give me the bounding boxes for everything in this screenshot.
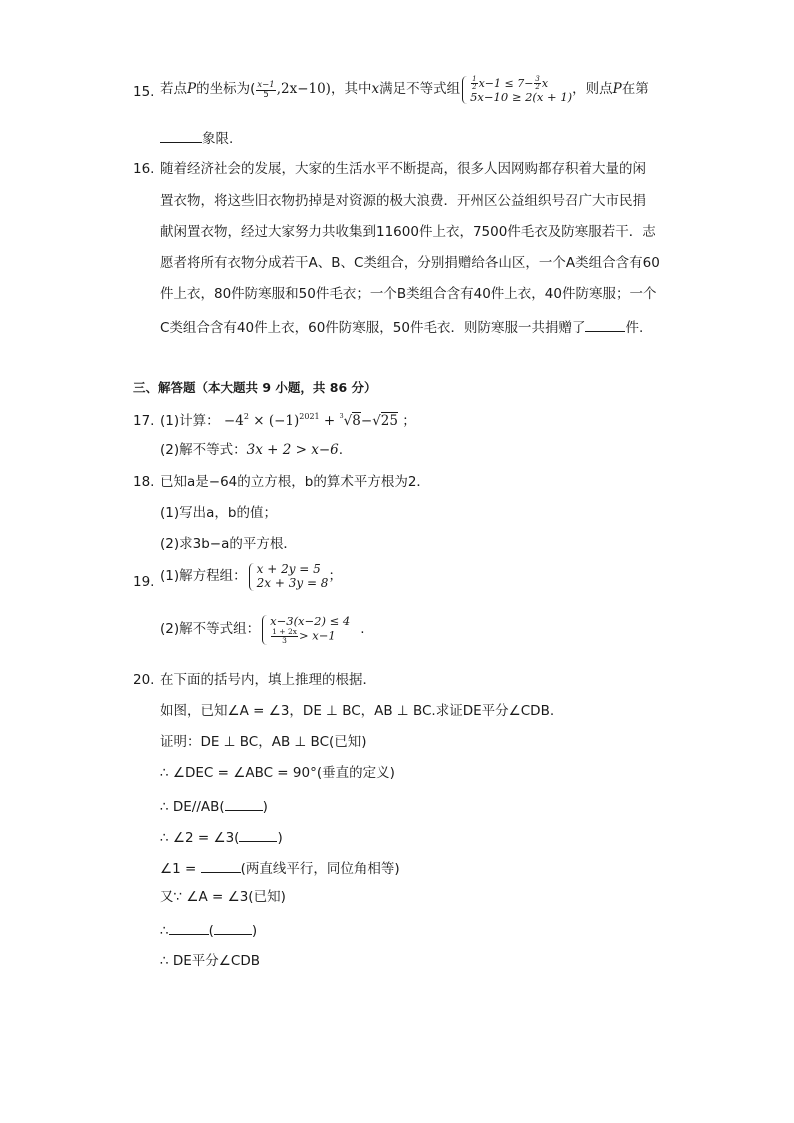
q20-line7: ∠1 = (两直线平行，同位角相等) <box>160 861 400 877</box>
q16-last-text: C类组合含有40件上衣，60件防寒服，50件毛衣．则防寒服一共捐赠了 <box>160 320 586 336</box>
q15-ineq-row2: 5x−10 ≥ 2(x + 1) <box>470 90 573 105</box>
q15-text6: 在第 <box>621 81 649 98</box>
q18-line2: (1)写出a，b的值； <box>160 505 277 521</box>
q15-answer-blank[interactable] <box>160 130 202 143</box>
q16-line6 <box>160 319 643 336</box>
q20-line9: ∴ ( ) <box>160 923 258 939</box>
q20-line6: ∴ ∠2 = ∠3( ) <box>160 830 283 846</box>
q15-inequality-system <box>462 76 572 105</box>
q19-eq1: x + 2y = 5 <box>256 562 321 577</box>
q16-line3: 献闲置衣物，经过大家努力共收集到11600件上衣，7500件毛衣及防寒服若干．志 <box>160 224 656 240</box>
q16-line1: 随着经济社会的发展，大家的生活水平不断提高，很多人因网购都存积着大量的闲 <box>160 161 646 177</box>
q16-last-end: 件. <box>625 320 644 336</box>
q15-text3: ,2x−10)，其中 <box>276 81 372 98</box>
q15-frac-top: x−1 <box>257 79 275 90</box>
q15-text4: 满足不等式组 <box>379 81 461 98</box>
q15-var-x: x <box>371 81 380 98</box>
q19-ineq1: x−3(x−2) ≤ 4 <box>270 614 351 629</box>
q17-p1-label: (1)计算： <box>160 413 220 429</box>
q20-line3: 证明：DE ⊥ BC，AB ⊥ BC(已知) <box>160 734 367 750</box>
q17-p1-expr: $-4^2 \times (-1)^{2021} + ^3√8-√25$ <box>223 412 398 429</box>
q19-inequality-system <box>262 615 350 645</box>
q16-line5: 件上衣，80件防寒服和50件毛衣；一个B类组合含有40件上衣，40件防寒服；一个 <box>160 286 657 302</box>
q15-fraction <box>256 81 275 100</box>
q17-p2-expr: 3x + 2 > x−6 <box>246 442 339 458</box>
q19-number: 19. <box>133 574 155 590</box>
q16-number: 16. <box>133 161 155 177</box>
q16-line4: 愿者将所有衣物分成若干A、B、C类组合，分别捐赠给各山区，一个A类组合含有60 <box>160 255 660 271</box>
q18-number: 18. <box>133 474 155 490</box>
q15-line2 <box>160 130 233 147</box>
q18-line3: (2)求3b−a的平方根． <box>160 536 297 552</box>
q20-number: 20. <box>133 672 155 688</box>
q20-blank-angle1[interactable] <box>201 860 241 873</box>
q15-text5: ，则点 <box>572 81 613 98</box>
q19-ineq2: $\frac{1 + 2x}{3}$ > x−1 <box>272 627 336 646</box>
q15-brace <box>462 76 468 105</box>
q20-blank-reason3[interactable] <box>214 922 252 935</box>
q19-part2: (2)解不等式组： x−3(x−2) ≤ 4 $\frac{1 + 2x}{3}$ > x−1 . <box>160 614 365 646</box>
q19-eq2: 2x + 3y = 8 <box>256 576 329 590</box>
q15-quadrant-text: 象限. <box>202 131 234 147</box>
q19-brace2 <box>262 615 268 645</box>
q16-line2: 置衣物，将这些旧衣物扔掉是对资源的极大浪费．开州区公益组织号召广大市民捐 <box>160 193 646 209</box>
q20-line4: ∴ ∠DEC = ∠ABC = 90°(垂直的定义) <box>160 765 395 781</box>
q20-line2: 如图，已知∠A = ∠3，DE ⊥ BC，AB ⊥ BC.求证DE平分∠CDB. <box>160 703 555 719</box>
q17-number: 17. <box>133 413 155 429</box>
q15-ineq-row1: $\frac{1}{2}$ x−1 ≤ 7− $\frac{3}{2}$ x <box>472 74 549 91</box>
q15-line1 <box>160 72 649 108</box>
section3-heading: 三、解答题（本大题共 9 小题，共 86 分） <box>133 380 377 395</box>
q20-blank-reason1[interactable] <box>225 798 263 811</box>
q19-equation-system <box>249 563 329 591</box>
q18-line1: 已知a是−64的立方根，b的算术平方根为2． <box>160 474 430 490</box>
q19-p1-label: (1)解方程组： <box>160 568 247 585</box>
q17-p2-label: (2)解不等式： <box>160 442 247 458</box>
q15-text2: 的坐标为( <box>196 81 256 98</box>
q20-line10: ∴ DE平分∠CDB <box>160 953 260 969</box>
q20-line5: ∴ DE//AB( ) <box>160 799 268 815</box>
q20-line8: 又∵ ∠A = ∠3(已知) <box>160 889 286 905</box>
q17-part1 <box>160 413 416 429</box>
q17-p1-end: ； <box>402 413 416 429</box>
q17-part2: (2)解不等式：3x + 2 > x−6. <box>160 442 344 458</box>
q15-frac-bottom: 5 <box>263 89 269 100</box>
q19-part1: (1)解方程组： x + 2y = 5 2x + 3y = 8 ； <box>160 562 342 590</box>
q20-line1: 在下面的括号内，填上推理的根据． <box>160 672 376 688</box>
q19-brace1 <box>249 563 255 591</box>
q15-point-p: P <box>187 81 197 98</box>
q15-text1: 若点 <box>160 81 187 98</box>
q15-point-p2: P <box>612 81 622 98</box>
q20-blank-conclusion[interactable] <box>169 922 209 935</box>
q15-number: 15. <box>133 84 155 100</box>
q16-answer-blank[interactable] <box>585 319 625 332</box>
q20-blank-reason2[interactable] <box>239 829 277 842</box>
q19-p2-label: (2)解不等式组： <box>160 621 261 638</box>
